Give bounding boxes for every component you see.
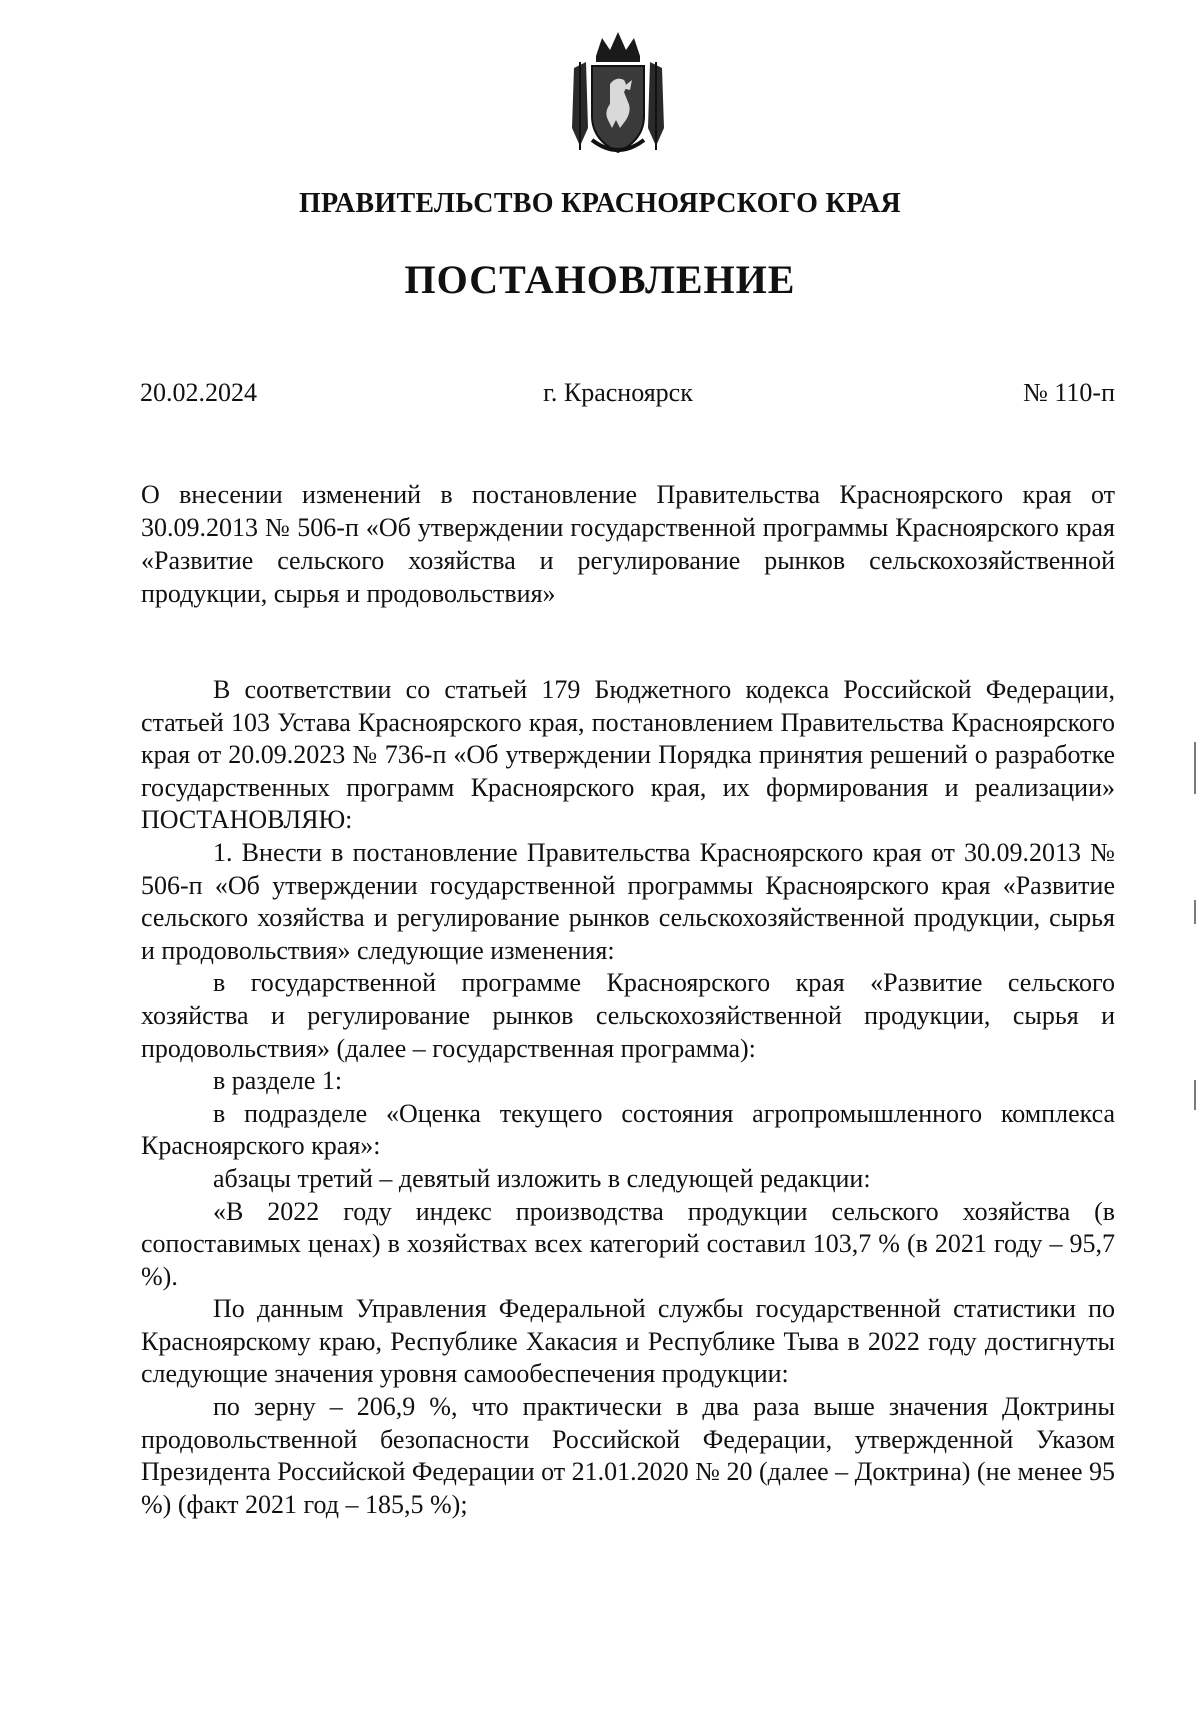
- body-paragraph: абзацы третий – девятый изложить в следующей редакции:: [213, 1163, 871, 1193]
- document-body: [141, 674, 1115, 1521]
- coat-of-arms-icon: [566, 28, 670, 158]
- scan-edge-mark: [1194, 900, 1196, 924]
- document-date: 20.02.2024: [140, 378, 257, 407]
- body-paragraph: 1. Внести в постановление Правительства Красноярского края от 30.09.2013 № 506-п «Об утверждении государственной программы Красноярского края «Развитие сельского хозяйства и регулирование рынков сельскохозяйственной продукции, сырья и продовольствия» следующие изменения:: [141, 837, 1115, 965]
- government-title: ПРАВИТЕЛЬСТВО КРАСНОЯРСКОГО КРАЯ: [298, 188, 902, 219]
- body-paragraph: «В 2022 году индекс производства продукции сельского хозяйства (в сопоставимых ценах) в хозяйствах всех категорий составил 103,7 % (в 2021 году – 95,7 %).: [141, 1196, 1115, 1291]
- body-paragraph: в разделе 1:: [213, 1066, 343, 1096]
- document-meta: [0, 375, 1200, 411]
- body-paragraph: в государственной программе Красноярского края «Развитие сельского хозяйства и регулирование рынков сельскохозяйственной продукции, сырья и продовольствия» (далее – государственная программа):: [141, 968, 1115, 1063]
- body-paragraph: по зерну – 206,9 %, что практически в два раза выше значения Доктрины продовольственной безопасности Российской Федерации, утвержденной Указом Президента Российской Федерации от 21.01.2020 № 20 (далее – Доктрина) (не менее 95 %) (факт 2021 год – 185,5 %);: [141, 1392, 1116, 1519]
- document-type: ПОСТАНОВЛЕНИЕ: [404, 257, 796, 302]
- document-city: г. Красноярск: [543, 378, 693, 407]
- document-number: № 110-п: [1023, 378, 1115, 407]
- body-paragraph: В соответствии со статьей 179 Бюджетного кодекса Российской Федерации, статьей 103 Устава Красноярского края, постановлением Правительства Красноярского края от 20.09.2023 № 736-п «Об утверждении Порядка принятия решений о разработке государственных программ Красноярского края, их формирования и реализации» ПОСТАНОВЛЯЮ:: [141, 675, 1115, 835]
- document-subject: О внесении изменений в постановление Правительства Красноярского края от 30.09.2013 № 506-п «Об утверждении государственной программы Красноярского края «Развитие сельского хозяйства и регулирование рынков сельскохозяйственной продукции, сырья и продовольствия»: [141, 480, 1115, 608]
- scan-edge-mark: [1194, 1080, 1196, 1110]
- scan-edge-mark: [1194, 742, 1196, 794]
- body-paragraph: По данным Управления Федеральной службы государственной статистики по Красноярскому краю, Республике Хакасия и Республике Тыва в 2022 году достигнуты следующие значения уровня самообеспечения продукции:: [141, 1294, 1115, 1389]
- body-paragraph: в подразделе «Оценка текущего состояния агропромышленного комплекса Красноярского края»:: [141, 1098, 1115, 1161]
